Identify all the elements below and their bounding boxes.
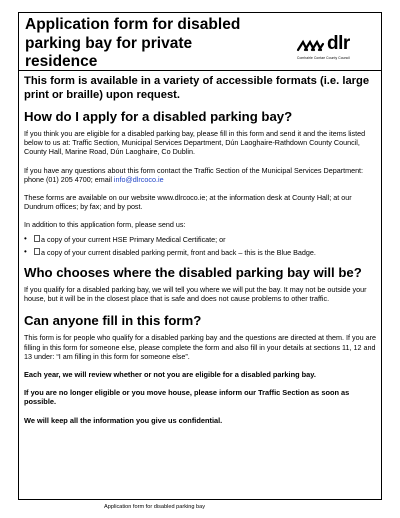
checkbox-glyph-icon	[34, 248, 40, 255]
checkbox-glyph-icon	[34, 235, 40, 242]
paragraph: If you qualify for a disabled parking bay, we will tell you where we will put the bay. It may not be outside your house, but it will be in the closest place that is safe and does not cause problems to other traffic.	[24, 285, 367, 304]
bold-statement: If you are no longer eligible or you move house, please inform our Traffic Section as soon as possible.	[24, 388, 350, 407]
paragraph: These forms are available on our website www.dlrcoco.ie; at the information desk at County Hall; at our Dundrum offices; by fax; and by post.	[24, 193, 352, 212]
list-item	[24, 248, 376, 257]
bold-statement: Each year, we will review whether or not you are eligible for a disabled parking bay.	[24, 370, 316, 380]
paragraph: If you think you are eligible for a disabled parking bay, please fill in this form and send it and the items listed below to us at: Traffic Section, Municipal Services Department, Dún Laoghaire-Rathdown County Council, County Hall, Marine Road, Dún Laoghaire, Co Dublin.	[24, 129, 366, 157]
bullet-icon: •	[24, 246, 27, 256]
page-footer: Application form for disabled parking bay	[104, 504, 206, 510]
accessible-formats-note: This form is available in a variety of accessible formats (i.e. large print or braille) upon request.	[24, 75, 370, 101]
logo-text: dlr	[327, 33, 350, 54]
email-link[interactable]: info@dlrcoco.ie	[113, 174, 164, 184]
title-line: Application form for disabled	[25, 16, 241, 33]
paragraph: In addition to this application form, please send us:	[24, 220, 186, 230]
logo-subtitle: Comhairle Contae County Council	[297, 56, 350, 60]
main-content	[24, 74, 376, 434]
document-title	[25, 16, 255, 72]
dlr-logo	[296, 33, 382, 64]
paragraph: This form is for people who qualify for a disabled parking bay and the questions are directed at them. If you are filling in this form for someone else, please complete the form and also fill in your details at sections 11, 12 and 13 under: “I am filling in this form for someone else”.	[24, 333, 376, 361]
contact-text: If you have any questions about this form contact the Traffic Section of the Municipal Services Department: phone (01) 205 4700; email	[24, 165, 364, 184]
section-heading: Who chooses where the disabled parking bay will be?	[24, 265, 362, 281]
bold-statement: We will keep all the information you give us confidential.	[24, 415, 223, 425]
list-item-text: a copy of your current disabled parking permit, front and back – this is the Blue Badge.	[41, 247, 316, 257]
required-items-list	[24, 235, 376, 257]
contact-paragraph	[24, 166, 376, 184]
list-item-text: a copy of your current HSE Primary Medical Certificate; or	[41, 234, 226, 244]
title-line: parking bay for private	[25, 34, 193, 52]
title-line: residence	[25, 53, 98, 70]
divider	[18, 70, 382, 71]
section-heading: How do I apply for a disabled parking bay?	[24, 109, 293, 124]
section-heading: Can anyone fill in this form?	[24, 313, 202, 329]
list-item	[24, 235, 376, 244]
bullet-icon: •	[24, 233, 27, 243]
wave-logo-icon	[296, 36, 326, 54]
